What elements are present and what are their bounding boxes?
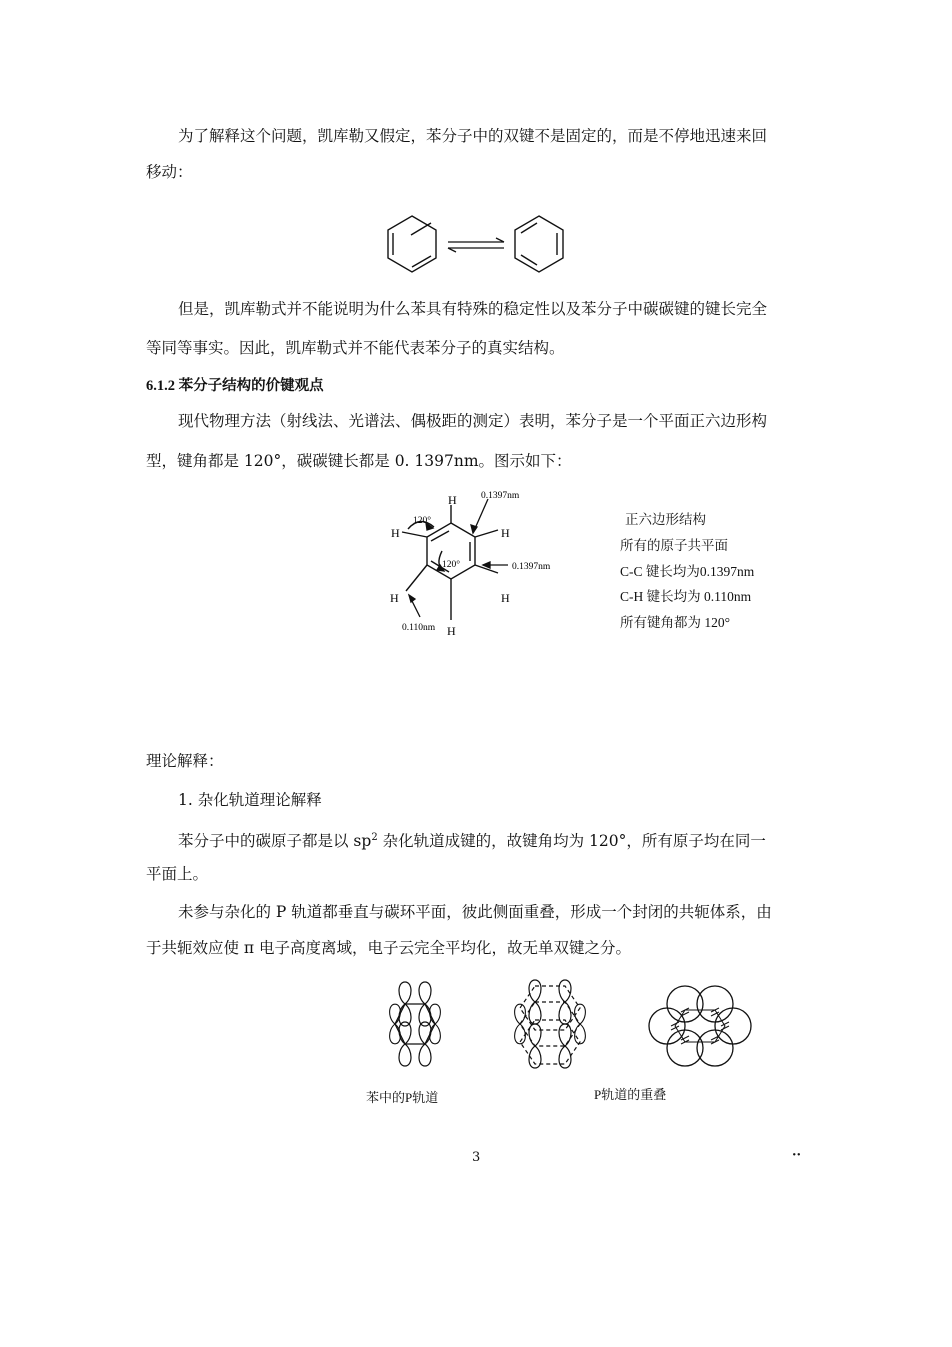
equilibrium-arrows-icon [448,238,504,252]
paragraph-1-line-1: 为了解释这个问题，凯库勒又假定，苯分子中的双键不是固定的，而是不停地迅速来回 [178,127,768,145]
theory-label: 理论解释： [146,752,224,770]
ch-bond-upper-right [475,530,498,537]
paragraph-5-line-2: 于共轭效应使 π 电子高度离域，电子云完全平均化，故无单双键之分。 [146,939,632,957]
angle-label-outer: 120° [413,516,432,526]
paragraph-5-line-1: 未参与杂化的 P 轨道都垂直与碳环平面，彼此侧面重叠，形成一个封闭的共轭体系，由 [178,903,772,921]
ch-bond-upper-left [402,532,427,537]
p-orbitals-overlap-figure [515,980,586,1068]
paragraph-1-line-2: 移动： [146,163,193,181]
side-note-3: C-C 键长均为0.1397nm [620,564,755,579]
benzene-ring-right [515,216,563,272]
paragraph-4-line-2: 平面上。 [146,865,209,883]
atom-h-top: H [448,493,457,507]
paragraph-4-after: 杂化轨道成键的，故键角均为 120°，所有原子均在同一 [377,832,766,851]
kekule-resonance-figure [380,205,580,285]
page-number: 3 [472,1150,481,1165]
benzene-hexagon [427,523,475,579]
length-label-cc-top: 0.1397nm [481,491,520,501]
p-orbitals-separate-figure [390,982,441,1066]
paragraph-3-line-2: 型，键角都是 120°，碳碳键长都是 0. 1397nm。图示如下： [146,452,572,470]
paragraph-2-line-1: 但是，凯库勒式并不能说明为什么苯具有特殊的稳定性以及苯分子中碳碳键的键长完全 [178,300,768,318]
length-label-ch: 0.110nm [402,623,436,633]
benzene-geometry-diagram [380,485,580,640]
section-heading: 6.1.2 苯分子结构的价键观点 [146,378,324,394]
atom-h-bottom: H [447,624,456,638]
paragraph-4-line-1 [146,820,810,859]
side-note-2: 所有的原子共平面 [620,538,728,553]
paragraph-4-before: 苯分子中的碳原子都是以 sp [178,832,372,851]
list-item-1: 1. 杂化轨道理论解释 [178,791,322,809]
length-label-cc-right: 0.1397nm [512,562,551,572]
atom-h-lower-left: H [390,591,399,605]
side-note-1: 正六边形结构 [625,512,706,527]
corner-mark: ·· [792,1148,802,1163]
benzene-ring-left [388,216,436,272]
caption-right: P轨道的重叠 [594,1087,667,1102]
angle-label-inner: 120° [442,560,461,570]
atom-h-upper-left: H [391,526,400,540]
atom-h-upper-right: H [501,526,510,540]
pi-cloud-figure [649,986,751,1066]
ch-bond-lower-left [406,565,427,591]
paragraph-4-superscript: 2 [371,832,378,843]
caption-left: 苯中的P轨道 [366,1090,439,1105]
side-note-5: 所有键角都为 120° [620,615,731,630]
side-note-4: C-H 键长均为 0.110nm [620,589,752,604]
atom-h-lower-right: H [501,591,510,605]
paragraph-3-line-1: 现代物理方法（射线法、光谱法、偶极距的测定）表明，苯分子是一个平面正六边形构 [178,412,768,430]
p-orbital-figures [355,968,795,1083]
paragraph-2-line-2: 等同等事实。因此，凯库勒式并不能代表苯分子的真实结构。 [146,339,565,357]
